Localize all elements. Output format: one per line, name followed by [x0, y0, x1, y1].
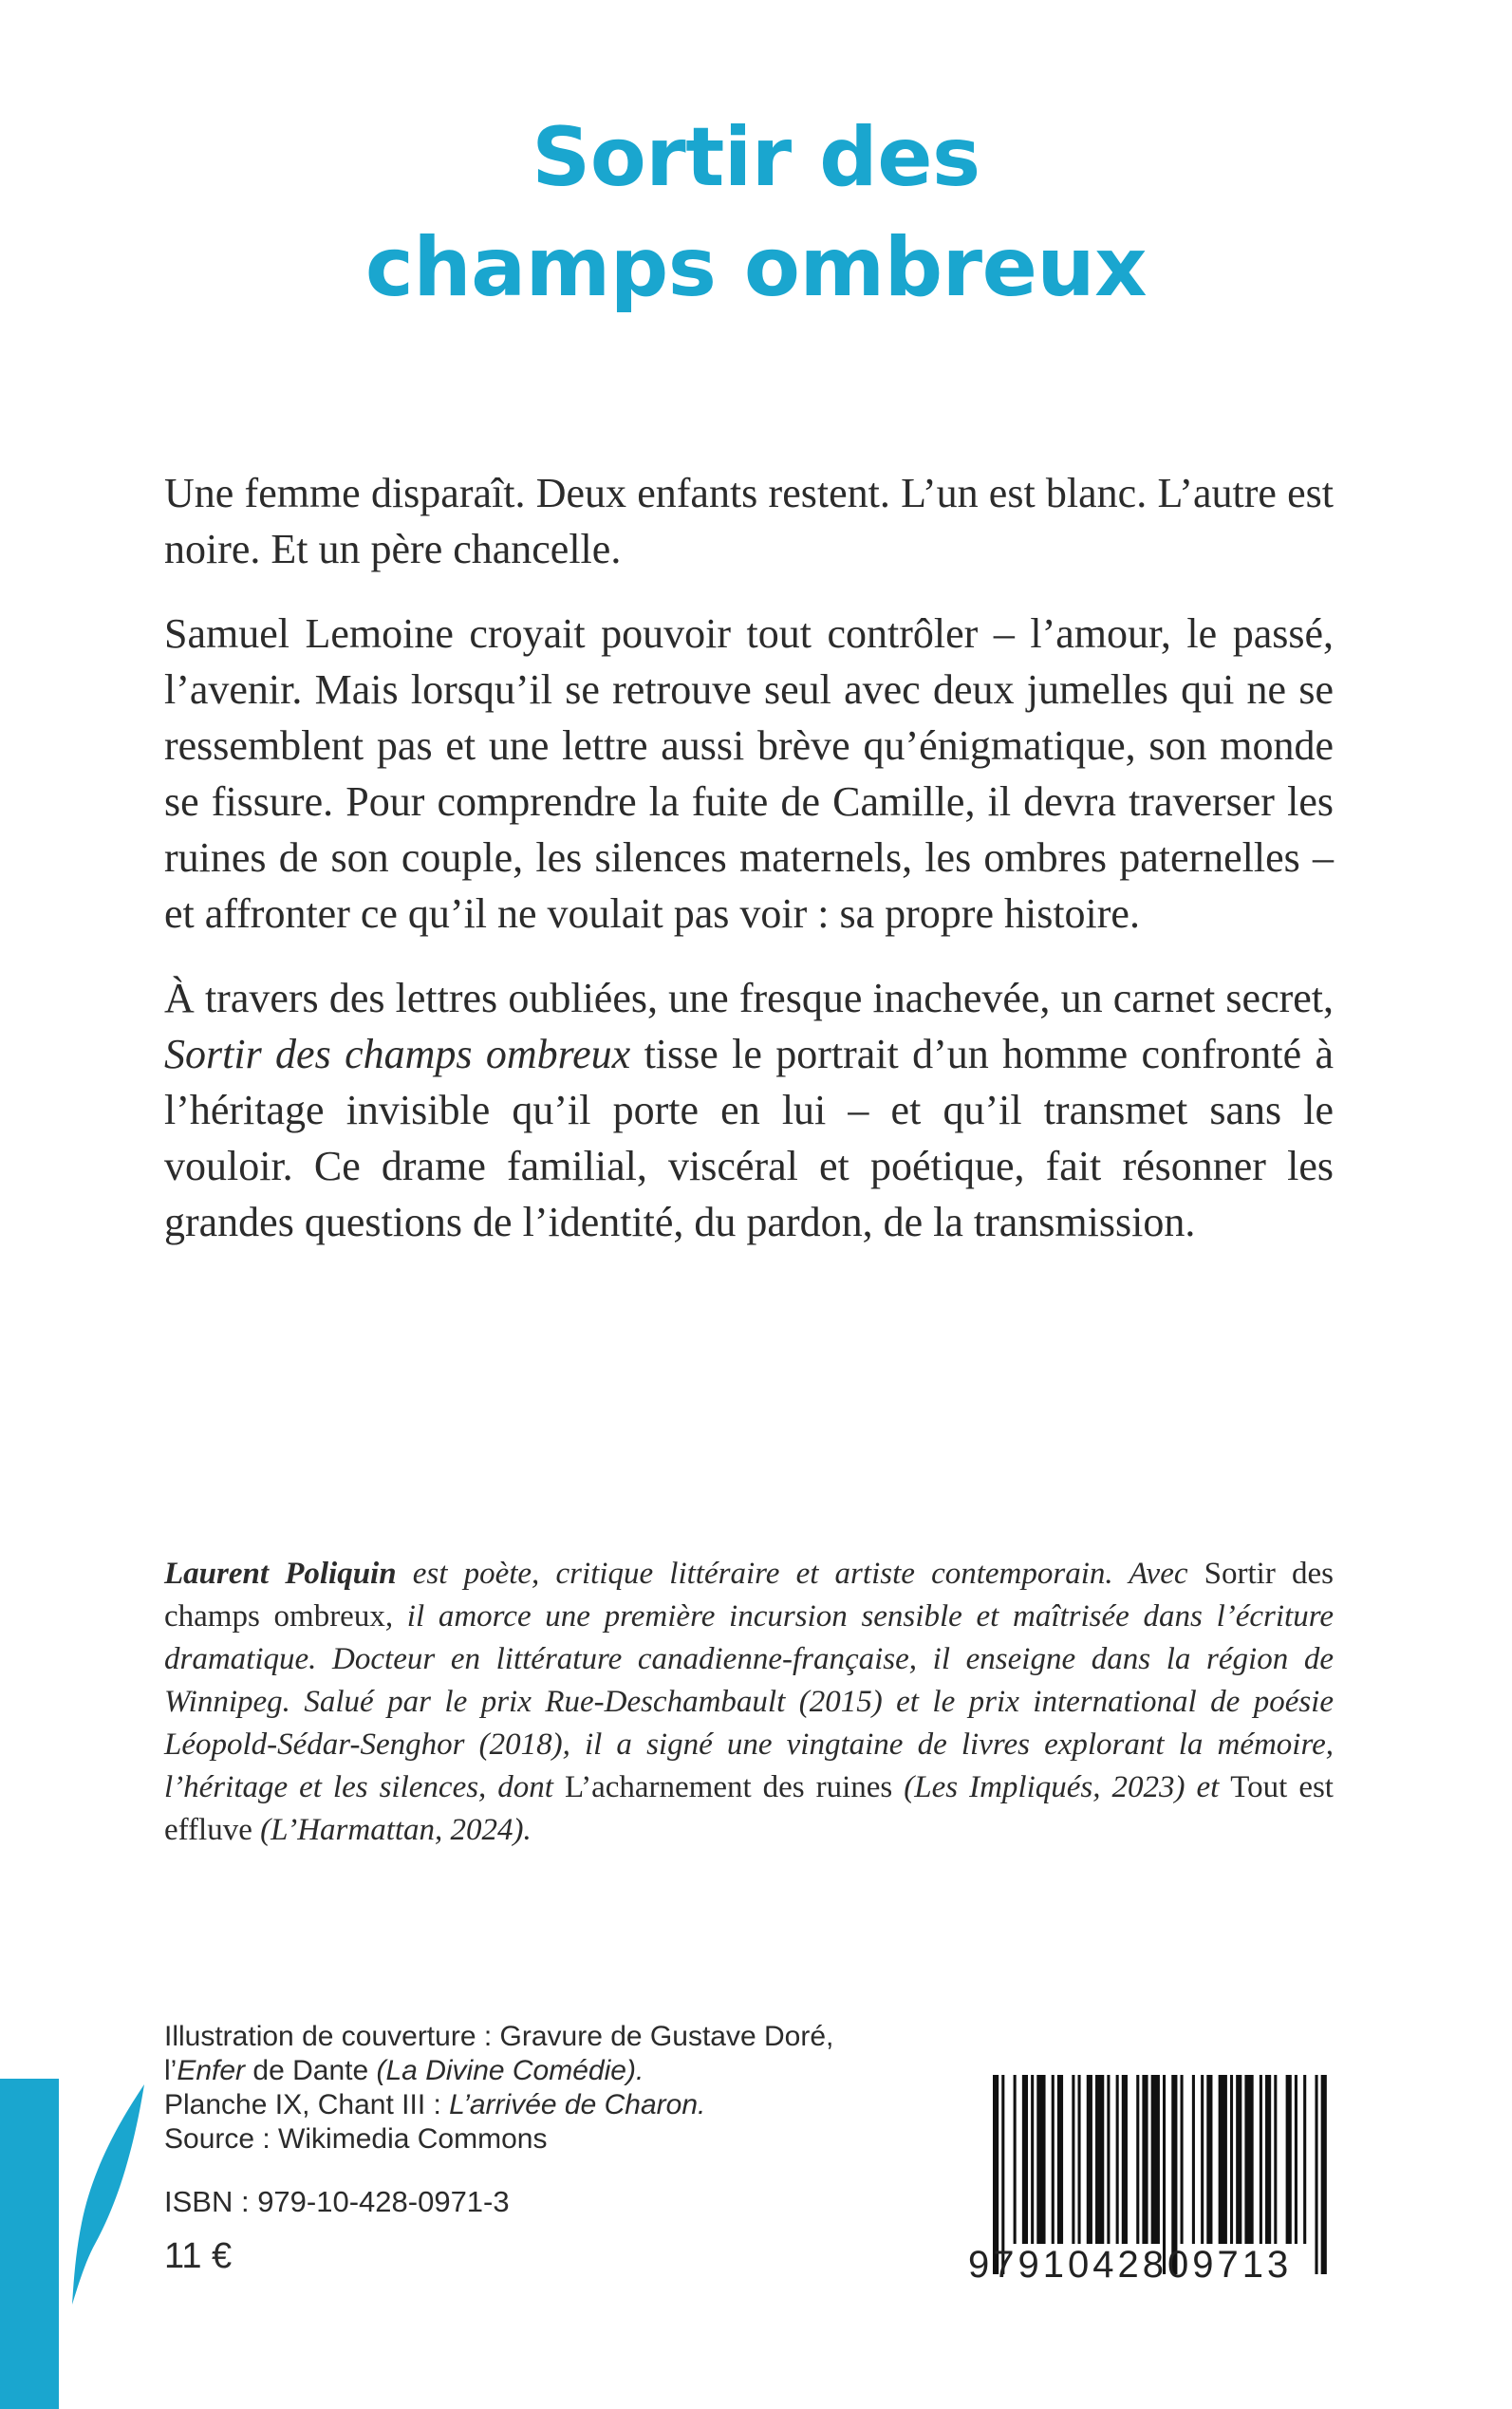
barcode-bar [1236, 2075, 1241, 2244]
credits-l2-b: de Dante [245, 2055, 377, 2086]
barcode-bar [1057, 2075, 1063, 2244]
title-line-2: champs ombreux [364, 220, 1148, 315]
credits-l2-enfer: Enfer [177, 2055, 246, 2086]
barcode-bar [1052, 2075, 1055, 2244]
bio-text-4: (L’Harmattan, 2024). [252, 1813, 532, 1847]
blurb-p3-start: À travers des lettres oubliées, une fresque inachevée, un carnet secret, [164, 975, 1334, 1021]
barcode-bar [1095, 2075, 1104, 2244]
blurb-paragraph-3 [164, 970, 1334, 1250]
feather-icon [65, 2081, 150, 2308]
barcode-bar [1014, 2075, 1017, 2244]
barcode-bar [1265, 2075, 1271, 2244]
isbn: ISBN : 979-10-428-0971-3 [164, 2185, 510, 2218]
credits-line-4: Source : Wikimedia Commons [164, 2123, 548, 2155]
book-title [0, 103, 1512, 323]
barcode-bar [1122, 2075, 1128, 2244]
barcode-bar [1274, 2075, 1277, 2244]
blurb [164, 465, 1334, 1279]
barcode-bar [1078, 2075, 1081, 2244]
credits-l3-a: Planche IX, Chant III : [164, 2089, 450, 2120]
barcode-bar [1181, 2075, 1184, 2244]
barcode-digits: 9791042809713 [968, 2244, 1293, 2286]
bio-work-3: Tout est effluve [164, 1770, 1334, 1847]
barcode-bar [1142, 2075, 1148, 2244]
blurb-paragraph-1: Une femme disparaît. Deux enfants restent. L’un est blanc. L’autre est noire. Et un père chancelle. [164, 470, 1334, 572]
barcode-bar [1151, 2075, 1160, 2244]
blurb-p3-title: Sortir des champs ombreux [164, 1031, 631, 1077]
blurb-paragraph-2: Samuel Lemoine croyait pouvoir tout contrôler – l’amour, le passé, l’avenir. Mais lorsqu’il se retrouve seul avec deux jumelles qui ne se ressemblent pas et une lettre aussi brève qu’énigmatique, son monde se fissure. Pour comprendre la fuite de Camille, il devra traverser les ruines de son couple, les silences maternels, les ombres paternelles – et affronter ce qu’il ne voulait pas voir : sa propre histoire. [164, 610, 1334, 937]
barcode-bar [1107, 2075, 1110, 2244]
accent-sidebar [0, 2079, 59, 2409]
credits-l2-a: l’ [164, 2055, 177, 2086]
bio-text-2: , il amorce une première incursion sensible et maîtrisée dans l’écriture dramatique. Docteur en littérature canadienne-française, il enseigne dans la région de Winnipeg. Salué par le prix Rue-Deschambault (2015) et le prix international de poésie Léopold-Sédar-Senghor (2018), il a signé une vingtaine de livres explorant la mémoire, l’héritage et les silences, dont [164, 1599, 1334, 1804]
barcode-bar [1072, 2075, 1074, 2244]
bio-work-2: L’acharnement des ruines [564, 1770, 893, 1804]
barcode-bar [1303, 2075, 1306, 2244]
barcode-bar [1286, 2075, 1292, 2244]
author-bio [164, 1553, 1334, 1852]
barcode-bar [1036, 2075, 1045, 2244]
title-line-1: Sortir des [532, 110, 980, 205]
blurb-p3-end: tisse le portrait d’un homme confronté à l’héritage invisible qu’il porte en lui – et qu’il transmet sans le vouloir. Ce drame familial, viscéral et poétique, fait résonner les grandes questions de l’identité, du pardon, de la transmission. [164, 1031, 1334, 1245]
cover-credits [164, 2020, 924, 2157]
barcode-bar [1136, 2075, 1139, 2244]
barcode-bar [1022, 2075, 1028, 2244]
barcode-bar [1201, 2075, 1204, 2244]
barcode-bar [1244, 2075, 1253, 2244]
barcode-bar [1116, 2075, 1119, 2244]
bio-text-1: est poète, critique littéraire et artiste contemporain. Avec [396, 1557, 1204, 1591]
barcode-bar [1206, 2075, 1212, 2244]
barcode-bar [1087, 2075, 1092, 2244]
barcode-bar [1295, 2075, 1297, 2244]
credits-l2-c: (La Divine Comédie). [376, 2055, 644, 2086]
credits-line-2 [164, 2054, 924, 2088]
credits-line-3 [164, 2088, 924, 2122]
barcode-bar [1192, 2075, 1195, 2244]
author-name: Laurent Poliquin [164, 1557, 397, 1591]
credits-line-1: Illustration de couverture : Gravure de Gustave Doré, [164, 2021, 834, 2052]
barcode-bar [1031, 2075, 1034, 2244]
credits-l3-b: L’arrivée de Charon. [449, 2089, 706, 2120]
bio-text-3: (Les Impliqués, 2023) et [892, 1770, 1231, 1804]
bio-work-1: Sortir des champs ombreux [164, 1557, 1335, 1634]
barcode-bar [1260, 2075, 1262, 2244]
barcode-bar [1230, 2075, 1233, 2244]
price: 11 € [164, 2236, 233, 2276]
barcode-bar [1219, 2075, 1227, 2244]
